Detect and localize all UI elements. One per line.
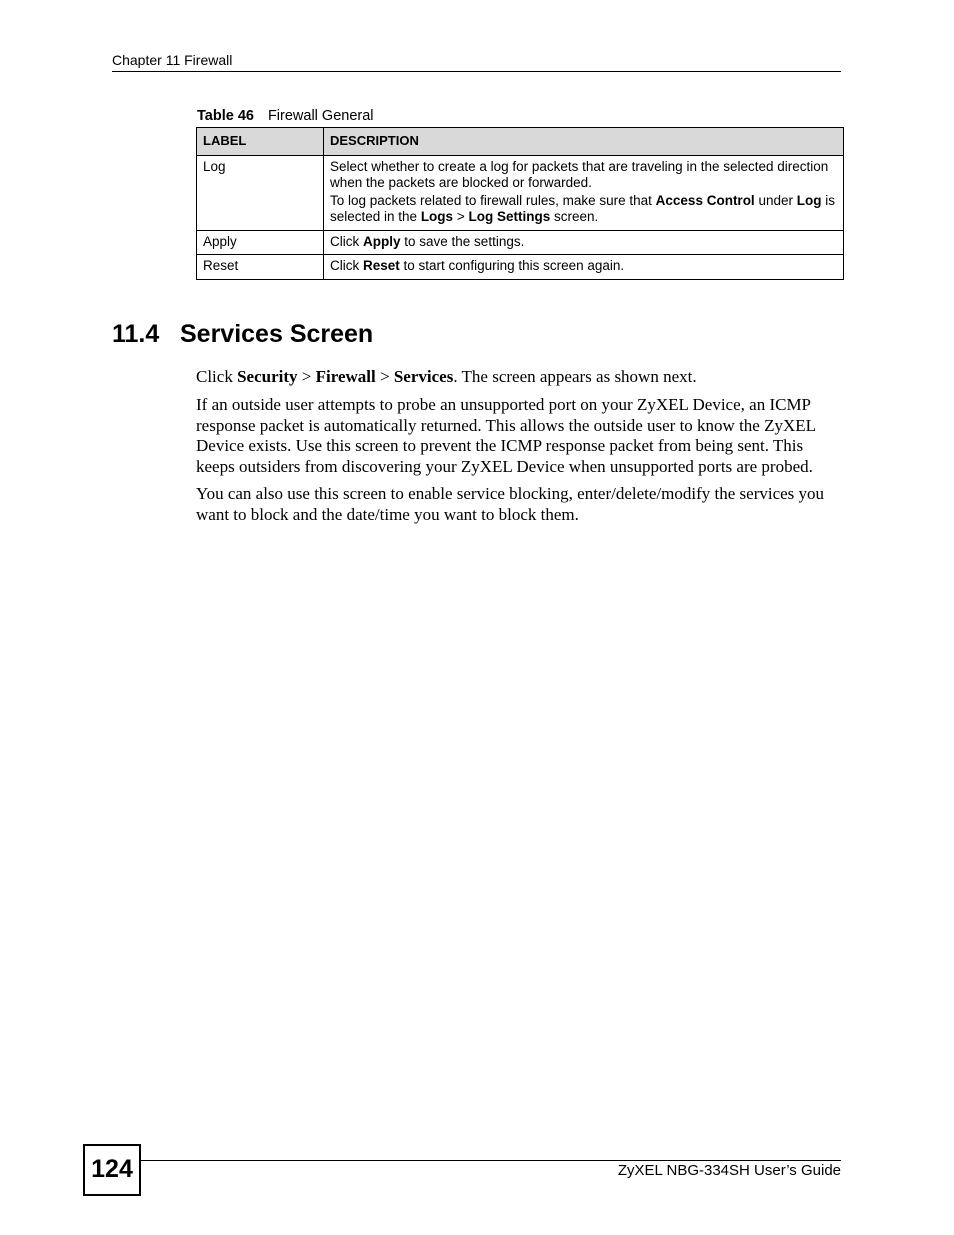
body-paragraph: If an outside user attempts to probe an unsupported port on your ZyXEL Device, an ICMP response packet is automatically returned. This allows the outside user to know the ZyXEL Device exists. Use this screen to prevent the ICMP response packet from being sent. This keeps outsiders from discovering your ZyXEL Device when unsupported ports are probed. (196, 395, 816, 476)
footer-guide-title: ZyXEL NBG-334SH User’s Guide (617, 1162, 841, 1179)
footer-divider (139, 1160, 841, 1161)
row-label: Log (197, 155, 324, 230)
row-description: Click Apply to save the settings. (324, 230, 844, 255)
table-number: Table 46 (197, 108, 254, 124)
section-number: 11.4 (112, 320, 160, 348)
table-title: Firewall General (267, 108, 374, 124)
section-heading (112, 320, 373, 349)
table-caption (197, 108, 374, 124)
body-paragraph: Click Security > Firewall > Services. The screen appears as shown next. (196, 367, 697, 386)
row-description (324, 155, 844, 230)
body-paragraph: You can also use this screen to enable service blocking, enter/delete/modify the services you want to block and the date/time you want to block them. (196, 484, 825, 524)
column-header-label: LABEL (197, 128, 324, 156)
table-row (197, 230, 844, 255)
row-description: Click Reset to start configuring this screen again. (324, 255, 844, 280)
table-row (197, 255, 844, 280)
header-divider (112, 71, 841, 72)
column-header-description: DESCRIPTION (324, 128, 844, 156)
firewall-general-table (196, 127, 844, 280)
description-text: Select whether to create a log for packets that are traveling in the selected direction when the packets are blocked or forwarded. (330, 158, 829, 190)
table-header-row (197, 128, 844, 156)
page-number: 124 (83, 1144, 141, 1196)
table-row (197, 155, 844, 230)
row-label: Reset (197, 255, 324, 280)
row-label: Apply (197, 230, 324, 255)
description-text: To log packets related to firewall rules, make sure that Access Control under Log is selected in the Logs > Log Settings screen. (330, 192, 835, 224)
running-header: Chapter 11 Firewall (112, 52, 233, 68)
section-title: Services Screen (180, 320, 374, 348)
